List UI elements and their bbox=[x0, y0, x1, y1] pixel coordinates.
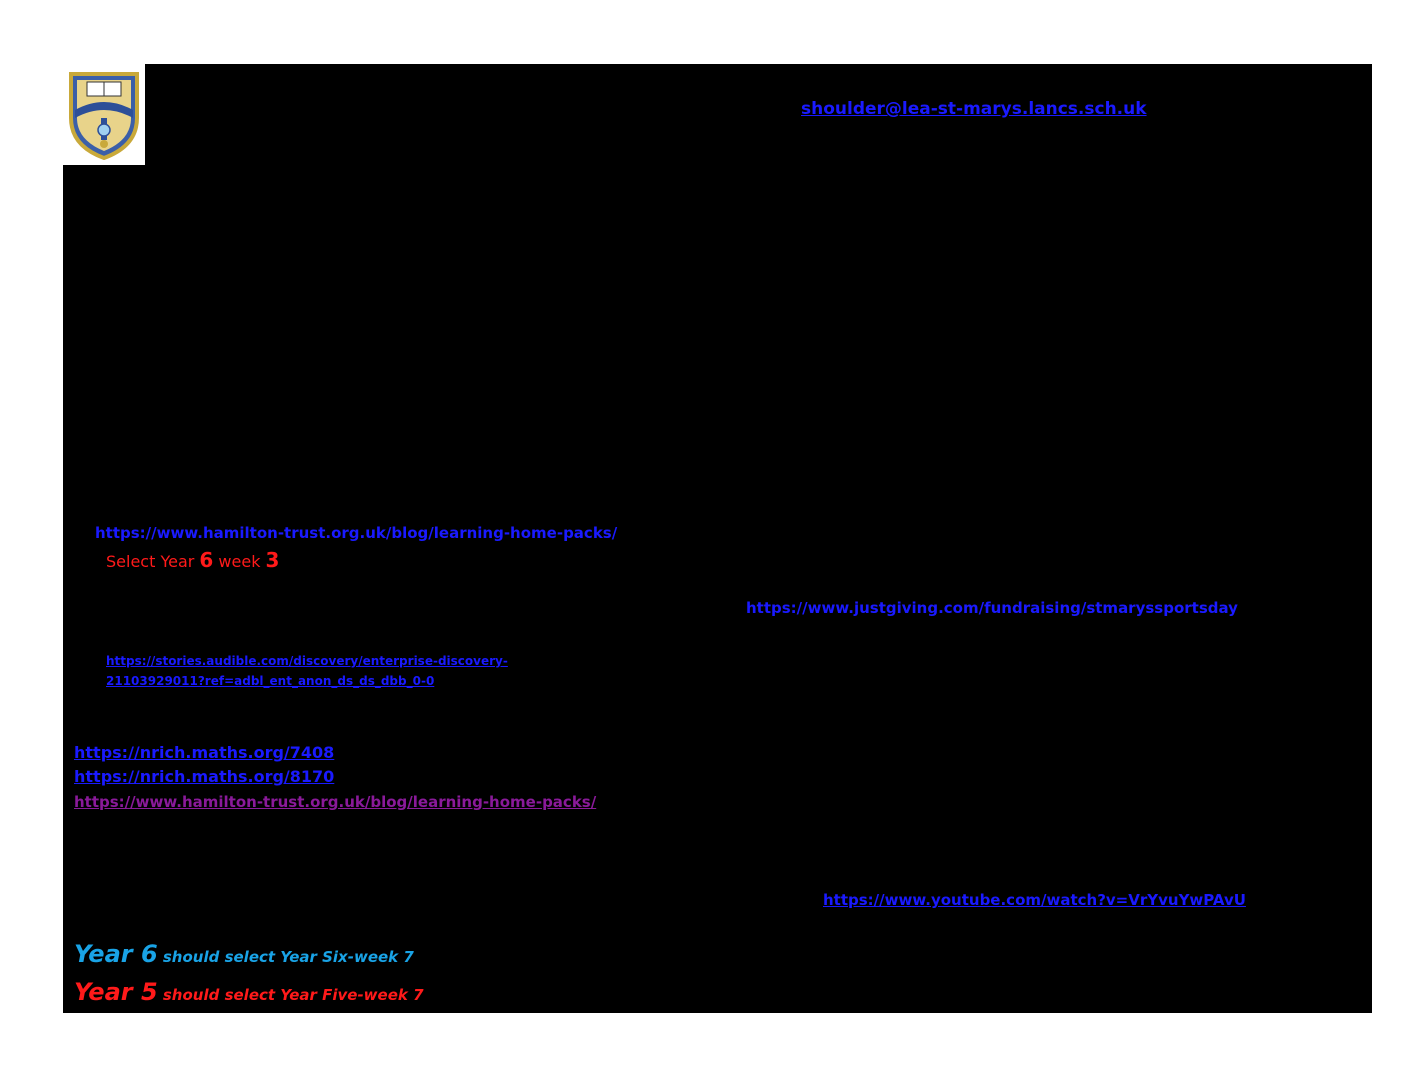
select-week-year-number: 6 bbox=[199, 548, 214, 572]
hamilton-trust-link[interactable]: https://www.hamilton-trust.org.uk/blog/learning-home-packs/ bbox=[95, 524, 618, 542]
nrich-link-8170[interactable]: https://nrich.maths.org/8170 bbox=[74, 767, 335, 786]
school-crest-icon bbox=[65, 68, 143, 160]
audible-stories-link[interactable]: https://stories.audible.com/discovery/enterprise-discovery-21103929011?ref=adbl_ent_anon_ds_ds_dbb_0-0 bbox=[106, 654, 508, 688]
nrich-link-7408[interactable]: https://nrich.maths.org/7408 bbox=[74, 743, 335, 762]
year6-label: Year 6 bbox=[74, 940, 158, 968]
year5-instruction bbox=[74, 978, 424, 1006]
newsletter-page bbox=[63, 64, 1372, 1013]
year6-instruction bbox=[74, 940, 414, 968]
youtube-link[interactable]: https://www.youtube.com/watch?v=VrYvuYwPAvU bbox=[823, 891, 1246, 909]
select-week-text-1: Select Year bbox=[106, 552, 200, 571]
select-week-week-number: 3 bbox=[265, 548, 280, 572]
year5-label: Year 5 bbox=[74, 978, 158, 1006]
justgiving-link[interactable]: https://www.justgiving.com/fundraising/stmaryssportsday bbox=[746, 599, 1238, 617]
year6-text: should select Year Six-week 7 bbox=[157, 948, 414, 966]
school-crest bbox=[63, 64, 145, 165]
hamilton-trust-link-visited[interactable]: https://www.hamilton-trust.org.uk/blog/learning-home-packs/ bbox=[74, 793, 597, 811]
select-week-instruction bbox=[106, 548, 279, 572]
year5-text: should select Year Five-week 7 bbox=[157, 986, 424, 1004]
email-link[interactable]: shoulder@lea-st-marys.lancs.sch.uk bbox=[801, 99, 1147, 119]
select-week-text-2: week bbox=[213, 552, 266, 571]
